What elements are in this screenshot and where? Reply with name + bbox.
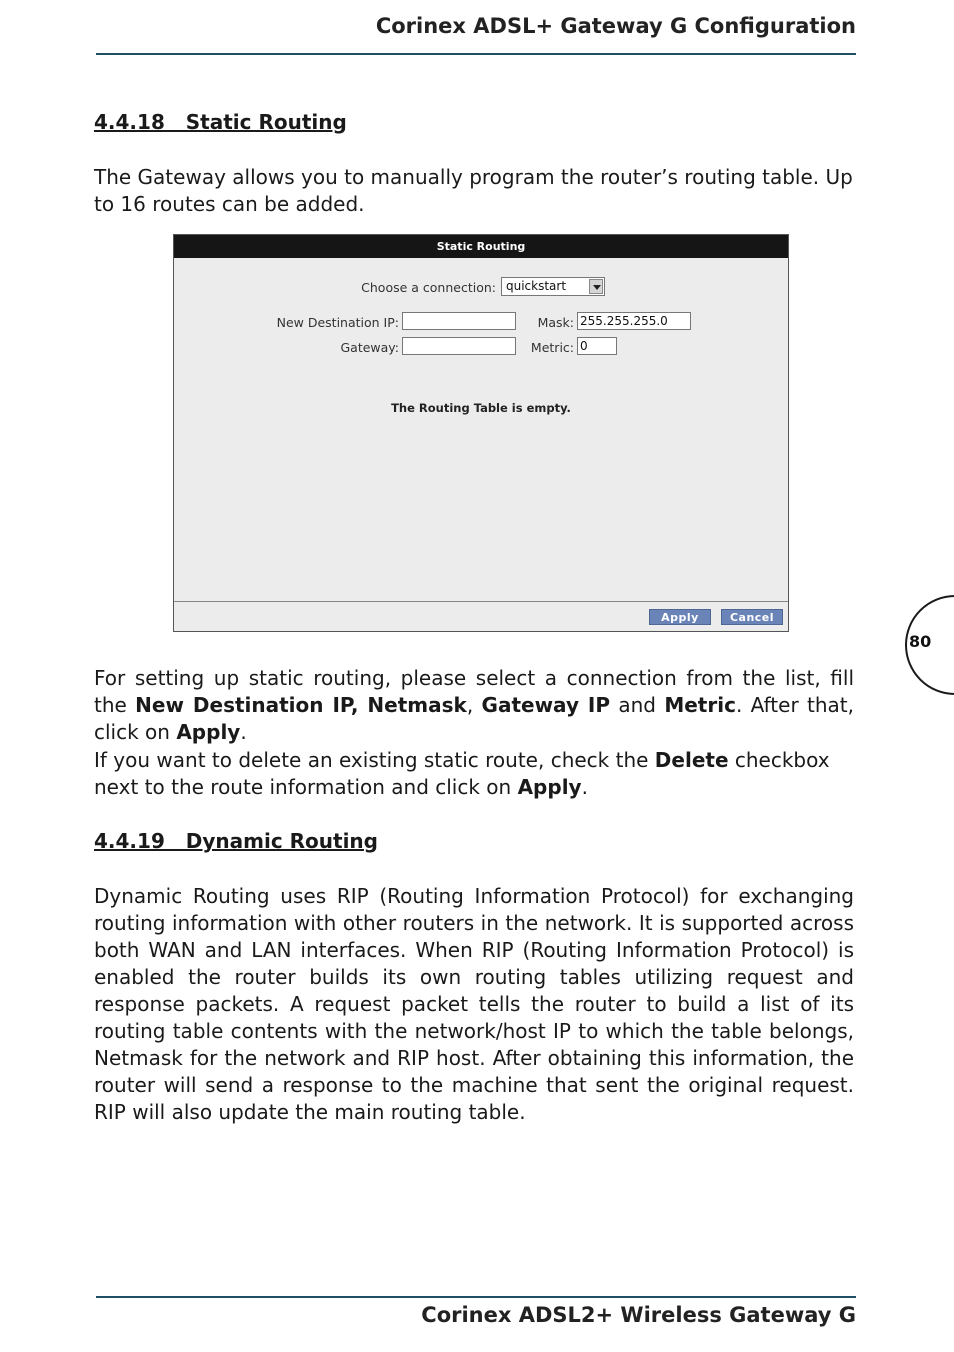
screenshot-title-bar: Static Routing bbox=[174, 235, 788, 258]
header-rule bbox=[96, 53, 856, 55]
gateway-label: Gateway: bbox=[340, 340, 399, 355]
mask-input[interactable] bbox=[577, 312, 691, 330]
delete-text-1: If you want to delete an existing static route, check the bbox=[94, 748, 655, 772]
setup-text-3: and bbox=[610, 693, 665, 717]
section-heading-static-routing: 4.4.18 Static Routing bbox=[94, 110, 347, 134]
footer-title: Corinex ADSL2+ Wireless Gateway G bbox=[421, 1303, 856, 1327]
footer-rule bbox=[96, 1296, 856, 1298]
chevron-down-icon[interactable] bbox=[589, 279, 603, 294]
setup-text-4: . After that, click on bbox=[94, 693, 854, 744]
delete-route-paragraph bbox=[94, 747, 854, 801]
header-title: Corinex ADSL+ Gateway G Configuration bbox=[375, 14, 856, 38]
delete-bold-delete: Delete bbox=[654, 748, 729, 772]
setup-text-2: , bbox=[466, 693, 482, 717]
cancel-button[interactable]: Cancel bbox=[721, 609, 783, 625]
static-routing-setup-paragraph bbox=[94, 665, 854, 746]
dynamic-routing-body: Dynamic Routing uses RIP (Routing Information Protocol) for exchanging routing information with other routers in the network. It is supported across both WAN and LAN interfaces. When RIP (Routing Information Protocol) is enabled the router builds its own routing tables utilizing request and response packets. A request packet tells the router to build a list of its routing table contents with the network/host IP to which the table belongs, Netmask for the network and RIP host. After obtaining this information, the router will send a response to the machine that sent the original request. RIP will also update the main routing table. bbox=[94, 884, 854, 1124]
gateway-input[interactable] bbox=[402, 337, 516, 355]
setup-bold-gateway-ip: Gateway IP bbox=[481, 693, 611, 717]
routing-table-empty-message: The Routing Table is empty. bbox=[391, 401, 571, 415]
dest-ip-input[interactable] bbox=[402, 312, 516, 330]
static-routing-intro: The Gateway allows you to manually program the router’s routing table. Up to 16 routes can be added. bbox=[94, 165, 853, 216]
static-routing-screenshot bbox=[173, 234, 789, 632]
apply-button[interactable]: Apply bbox=[649, 609, 711, 625]
connection-select[interactable] bbox=[501, 277, 605, 296]
section-heading-dynamic-routing: 4.4.19 Dynamic Routing bbox=[94, 829, 378, 853]
dest-ip-label: New Destination IP: bbox=[276, 315, 399, 330]
delete-text-3: . bbox=[581, 775, 588, 799]
page-number: 80 bbox=[909, 632, 932, 651]
mask-label: Mask: bbox=[537, 315, 574, 330]
metric-label: Metric: bbox=[530, 340, 574, 355]
setup-bold-apply: Apply bbox=[176, 720, 241, 744]
setup-text-5: . bbox=[240, 720, 247, 744]
setup-text-1: For setting up static routing, please select a connection from the list, fill the bbox=[94, 666, 854, 717]
choose-connection-label: Choose a connection: bbox=[361, 280, 496, 295]
delete-bold-apply: Apply bbox=[517, 775, 582, 799]
screenshot-footer-rule bbox=[174, 601, 788, 602]
delete-text-2: checkbox next to the route information and click on bbox=[94, 748, 830, 799]
setup-bold-new-destination: New Destination IP, Netmask bbox=[135, 693, 467, 717]
connection-select-value: quickstart bbox=[506, 279, 567, 293]
setup-bold-metric: Metric bbox=[664, 693, 736, 717]
metric-input[interactable] bbox=[577, 337, 617, 355]
